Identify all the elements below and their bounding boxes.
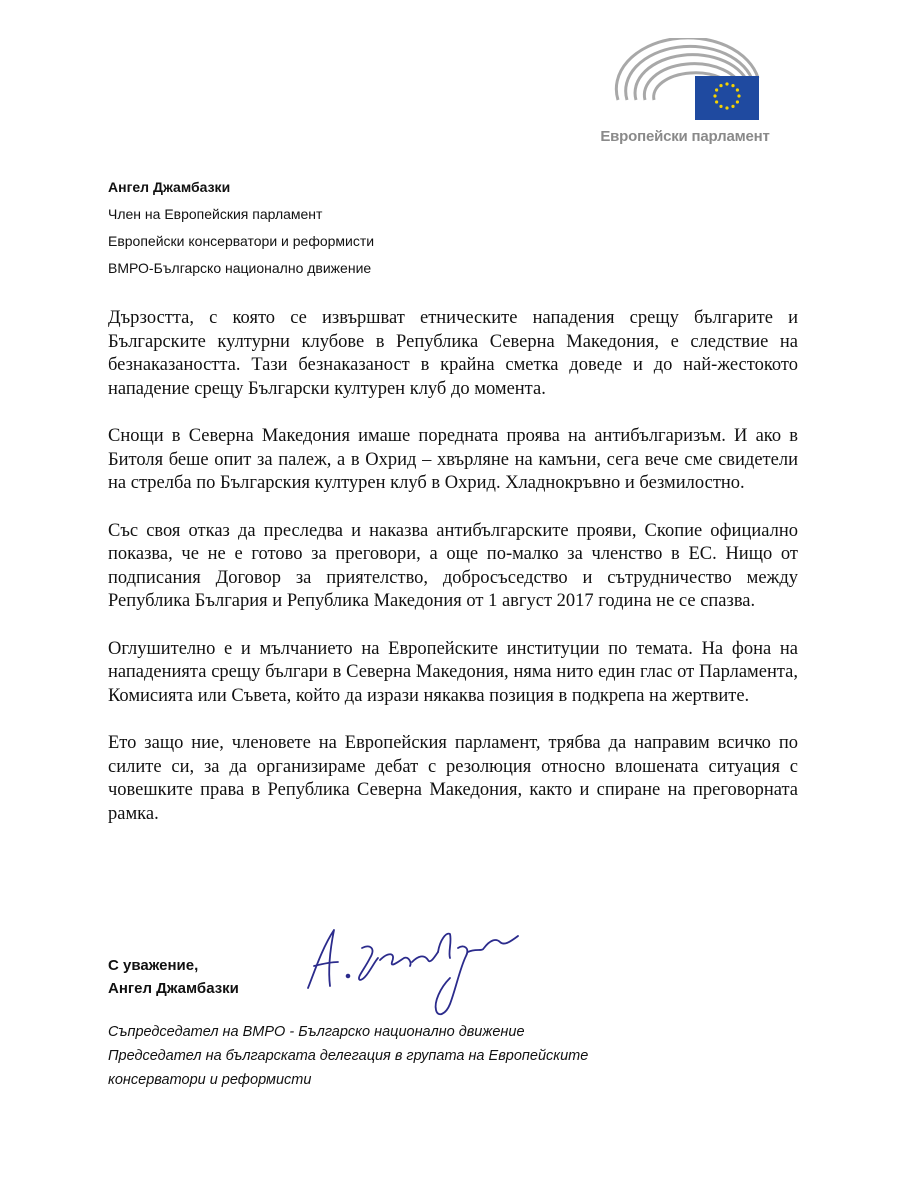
paragraph-5: Ето защо ние, членовете на Европейския парламент, трябва да направим всичко по силите си, за да организираме дебат с резолюция относно влошената ситуация с човешките права в Република Северна Македония, както и спиране на преговорната рамка. <box>108 733 798 824</box>
hemicycle-flag-icon <box>613 38 763 126</box>
letter-body <box>108 307 798 850</box>
handwritten-signature <box>300 918 530 1028</box>
paragraph-2: Снощи в Северна Македония имаше поредната проява на антибългаризъм. И ако в Битоля беше опит за палеж, а в Охрид – хвърляне на камъни, сега вече сме свидетели на стрелба по Българския културен клуб в Охрид. Хладнокръвно и безмилостно. <box>108 426 798 493</box>
paragraph-4: Оглушително е и мълчанието на Европейските институции по темата. На фона на нападенията срещу българи в Северна Македония, няма нито един глас от Парламента, Комисията или Съвета, който да изрази някаква позиция в подкрепа на жертвите. <box>108 638 798 706</box>
paragraph-1: Дързостта, с която се извършват етническите нападения срещу българите и Българските културни клубове в Република Северна Македония, е следствие на безнаказаността. Тази безнаказаност в крайна сметка доведе и до най-жестокото нападение срещу Български културен клуб до момента. <box>108 308 798 399</box>
sender-block <box>108 178 374 286</box>
title-line-2: Председател на българската делегация в групата на Европейските <box>108 1048 589 1064</box>
closing-greeting: С уважение, <box>108 957 199 974</box>
sender-title-1: Член на Европейския парламент <box>108 206 323 222</box>
closing-block <box>108 954 239 1000</box>
logo-caption: Европейски парламент <box>600 128 770 145</box>
title-line-3: консерватори и реформисти <box>108 1072 312 1088</box>
sender-name: Ангел Джамбазки <box>108 179 231 195</box>
paragraph-3: Със своя отказ да преследва и наказва антибългарските прояви, Скопие официално показва, че не е готово за преговори, а още по-малко за членство в ЕС. Нищо от подписания Договор за приятелство, добросъседство и сътрудничество между Република България и Република Македония от 1 август 2017 година не се спазва. <box>108 520 798 611</box>
title-line-1: Съпредседател на ВМРО - Българско национално движение <box>108 1024 525 1040</box>
sender-title-2: Европейски консерватори и реформисти <box>108 233 375 249</box>
closing-name: Ангел Джамбазки <box>108 980 239 997</box>
signatory-titles <box>108 1020 748 1092</box>
sender-title-3: ВМРО-Българско национално движение <box>108 260 372 276</box>
european-parliament-logo <box>585 38 785 158</box>
